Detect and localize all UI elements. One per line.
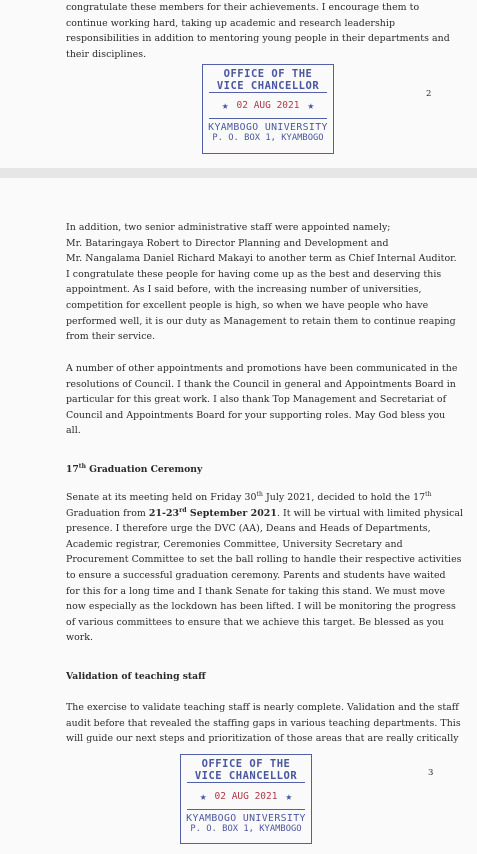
page-number: 3	[428, 768, 434, 778]
document-page-2	[0, 0, 477, 168]
text-line: presence. I therefore urge the DVC (AA), Deans and Heads of Departments,	[66, 523, 431, 535]
text-line: now especially as the lockdown has been lifted. I will be monitoring the progress	[66, 601, 456, 613]
text-line: performed well, it is our duty as Management to retain them to continue reaping	[66, 315, 456, 327]
star-icon: ★	[221, 99, 229, 112]
text-line: of various committees to ensure that we achieve this target. Be blessed as you	[66, 616, 444, 628]
text-line: Graduation from 21-23rd September 2021. It will be virtual with limited physical	[66, 506, 464, 519]
text-line: responsibilities in addition to mentoring young people in their departments and	[66, 33, 450, 45]
text-line: their disciplines.	[66, 48, 147, 60]
text-line: Procurement Committee to set the ball rolling to handle their respective activities	[66, 554, 462, 566]
text-line: to ensure a successful graduation ceremony. Parents and students have waited	[66, 569, 446, 581]
text-line: competition for excellent people is high, so when we have people who have	[66, 299, 429, 311]
text-line: I congratulate these people for having come up as the best and deserving this	[66, 268, 442, 280]
graduation-heading: 17th Graduation Ceremony	[66, 463, 203, 475]
text-line: In addition, two senior administrative staff were appointed namely;	[66, 222, 391, 233]
text-line: appointment. As I said before, with the increasing number of universities,	[66, 284, 422, 296]
stamp-line1: OFFICE OF THE	[223, 68, 313, 80]
stamp-line3: KYAMBOGO UNIVERSITY	[208, 122, 328, 133]
text-line: Senate at its meeting held on Friday 30th July 2021, decided to hold the 17th	[66, 491, 432, 503]
text-line: The exercise to validate teaching staff is nearly complete. Validation and the staff	[66, 702, 459, 713]
star-icon: ★	[199, 790, 207, 803]
vice-chancellor-stamp	[202, 64, 334, 154]
text-line: continue working hard, taking up academic and research leadership	[66, 17, 395, 29]
text-line: Mr. Bataringaya Robert to Director Planning and Development and	[66, 237, 389, 249]
validation-paragraph	[66, 700, 461, 747]
stamp-line1: OFFICE OF THE	[201, 758, 291, 770]
text-line: A number of other appointments and promotions have been communicated in the	[66, 363, 458, 374]
page2-paragraph	[66, 0, 450, 62]
text-line: audit before that revealed the staffing gaps in various teaching departments. This	[66, 717, 461, 729]
stamp-date: 02 AUG 2021	[214, 791, 278, 802]
text-line: from their service.	[66, 331, 156, 343]
graduation-paragraph	[66, 490, 464, 646]
text-line: for this for a long time and I thank Senate for taking this stand. We must move	[66, 585, 446, 597]
page-number: 2	[426, 89, 432, 99]
text-line: Council and Appointments Board for your supporting roles. May God bless you	[66, 409, 446, 421]
stamp-line2: VICE CHANCELLOR	[194, 770, 298, 782]
stamp-line4: P. O. BOX 1, KYAMBOGO	[212, 133, 324, 143]
text-line: Mr. Nangalama Daniel Richard Makayi to another term as Chief Internal Auditor.	[66, 253, 457, 265]
stamp-line3: KYAMBOGO UNIVERSITY	[186, 813, 306, 824]
appointments-paragraph	[66, 220, 457, 345]
vice-chancellor-stamp	[180, 754, 312, 844]
council-paragraph	[66, 361, 458, 439]
text-line: particular for this great work. I also thank Top Management and Secretariat of	[66, 394, 447, 406]
text-line: resolutions of Council. I thank the Council in general and Appointments Board in	[66, 378, 456, 390]
validation-heading: Validation of teaching staff	[66, 671, 206, 682]
document-page-3	[0, 178, 477, 854]
page-separator	[0, 168, 477, 178]
text-line: will guide our next steps and prioritization of those areas that are really critically	[66, 733, 459, 745]
stamp-date: 02 AUG 2021	[236, 100, 300, 111]
text-line: work.	[66, 632, 94, 644]
text-line: congratulate these members for their achievements. I encourage them to	[66, 2, 420, 13]
stamp-line4: P. O. BOX 1, KYAMBOGO	[190, 824, 302, 834]
star-icon: ★	[307, 99, 315, 112]
star-icon: ★	[285, 790, 293, 803]
stamp-line2: VICE CHANCELLOR	[216, 80, 320, 92]
text-line: all.	[66, 425, 81, 437]
text-line: Academic registrar, Ceremonies Committee, University Secretary and	[66, 538, 403, 550]
